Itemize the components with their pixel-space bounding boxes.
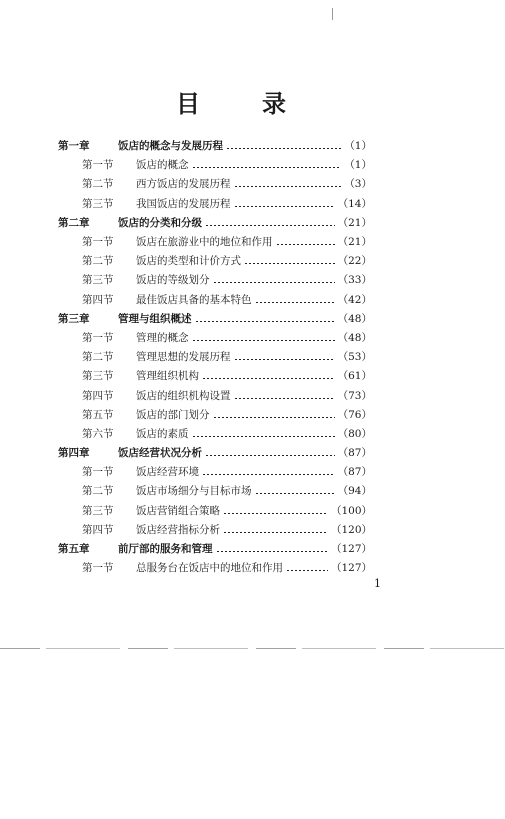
toc-section-row (58, 520, 372, 539)
chapter-title: 饭店的分类和分级 (118, 216, 202, 229)
dot-leader (244, 263, 335, 264)
page-reference: （87） (337, 466, 372, 479)
page-reference: （100） (330, 504, 372, 517)
page-reference: （127） (330, 543, 372, 556)
section-number: 第四节 (82, 293, 114, 306)
toc-section-row (58, 347, 372, 366)
page-reference: （48） (337, 331, 372, 344)
section-title: 最佳饭店具备的基本特色 (136, 293, 252, 306)
section-title: 总服务台在饭店中的地位和作用 (136, 562, 283, 575)
dot-leader (255, 302, 335, 303)
dot-leader (216, 551, 328, 552)
page-reference: （87） (337, 447, 372, 460)
toc-chapter-row (58, 213, 372, 232)
page-reference: （94） (337, 485, 372, 498)
toc-section-row (58, 194, 372, 213)
section-title: 管理的概念 (136, 331, 189, 344)
toc-section-row (58, 232, 372, 251)
page-reference: （1） (344, 140, 372, 153)
section-number: 第三节 (82, 197, 114, 210)
section-number: 第四节 (82, 523, 114, 536)
section-title: 饭店的素质 (136, 427, 189, 440)
scan-edge-line (0, 648, 505, 649)
section-title: 饭店经营环境 (136, 466, 199, 479)
dot-leader (255, 493, 335, 494)
section-number: 第二节 (82, 178, 114, 191)
title-char-1: 目 (176, 90, 200, 118)
section-title: 饭店的组织机构设置 (136, 389, 231, 402)
section-title: 管理组织机构 (136, 370, 199, 383)
page-reference: （48） (337, 312, 372, 325)
chapter-title: 前厅部的服务和管理 (118, 543, 213, 556)
toc-section-row (58, 501, 372, 520)
toc-section-row (58, 481, 372, 500)
dot-leader (213, 282, 335, 283)
chapter-title: 管理与组织概述 (118, 312, 192, 325)
page-reference: （127） (330, 562, 372, 575)
page-title (176, 84, 286, 119)
section-number: 第三节 (82, 274, 114, 287)
section-number: 第二节 (82, 255, 114, 268)
page-reference: （61） (337, 370, 372, 383)
section-title: 我国饭店的发展历程 (136, 197, 231, 210)
section-title: 饭店的类型和计价方式 (136, 255, 241, 268)
dot-leader (234, 398, 335, 399)
toc-section-row (58, 405, 372, 424)
page-reference: （120） (330, 523, 372, 536)
table-of-contents (58, 136, 372, 577)
chapter-number: 第一章 (58, 140, 90, 153)
toc-chapter-row (58, 539, 372, 558)
dot-leader (286, 570, 328, 571)
section-number: 第四节 (82, 389, 114, 402)
dot-leader (192, 340, 335, 341)
dot-leader (234, 359, 335, 360)
dot-leader (226, 148, 341, 149)
section-title: 西方饭店的发展历程 (136, 178, 231, 191)
section-title: 饭店的概念 (136, 159, 189, 172)
dot-leader (192, 167, 342, 168)
toc-section-row (58, 290, 372, 309)
section-number: 第三节 (82, 504, 114, 517)
chapter-title: 饭店经营状况分析 (118, 447, 202, 460)
dot-leader (205, 225, 335, 226)
section-title: 管理思想的发展历程 (136, 351, 231, 364)
dot-leader (202, 474, 335, 475)
section-number: 第一节 (82, 331, 114, 344)
page-reference: （76） (337, 408, 372, 421)
page-reference: （21） (337, 236, 372, 249)
toc-section-row (58, 424, 372, 443)
section-number: 第三节 (82, 370, 114, 383)
toc-section-row (58, 270, 372, 289)
dot-leader (276, 244, 335, 245)
dot-leader (223, 513, 328, 514)
page-reference: （14） (337, 197, 372, 210)
section-number: 第一节 (82, 159, 114, 172)
page-reference: （53） (337, 351, 372, 364)
section-number: 第二节 (82, 485, 114, 498)
section-title: 饭店营销组合策略 (136, 504, 220, 517)
toc-section-row (58, 251, 372, 270)
page-reference: （80） (337, 427, 372, 440)
section-number: 第一节 (82, 466, 114, 479)
chapter-title: 饭店的概念与发展历程 (118, 140, 223, 153)
section-title: 饭店在旅游业中的地位和作用 (136, 236, 273, 249)
dot-leader (205, 455, 335, 456)
section-title: 饭店经营指标分析 (136, 523, 220, 536)
page-reference: （42） (337, 293, 372, 306)
page-number: 1 (374, 577, 381, 590)
section-number: 第六节 (82, 427, 114, 440)
toc-section-row (58, 174, 372, 193)
section-title: 饭店的部门划分 (136, 408, 210, 421)
page-reference: （21） (337, 216, 372, 229)
section-number: 第二节 (82, 351, 114, 364)
page-reference: （73） (337, 389, 372, 402)
toc-chapter-row (58, 136, 372, 155)
scan-mark (332, 8, 333, 20)
toc-section-row (58, 558, 372, 577)
dot-leader (192, 436, 335, 437)
page-reference: （1） (344, 159, 372, 172)
chapter-number: 第三章 (58, 312, 90, 325)
dot-leader (195, 321, 335, 322)
toc-section-row (58, 328, 372, 347)
chapter-number: 第五章 (58, 543, 90, 556)
title-char-2: 录 (262, 90, 286, 118)
page-reference: （22） (337, 255, 372, 268)
dot-leader (234, 206, 335, 207)
page-reference: （33） (337, 274, 372, 287)
toc-chapter-row (58, 309, 372, 328)
toc-chapter-row (58, 443, 372, 462)
section-number: 第一节 (82, 562, 114, 575)
section-number: 第五节 (82, 408, 114, 421)
dot-leader (213, 417, 335, 418)
chapter-number: 第四章 (58, 447, 90, 460)
toc-section-row (58, 155, 372, 174)
section-title: 饭店的等级划分 (136, 274, 210, 287)
toc-section-row (58, 462, 372, 481)
page-reference: （3） (344, 178, 372, 191)
dot-leader (234, 186, 342, 187)
dot-leader (202, 378, 335, 379)
dot-leader (223, 532, 328, 533)
toc-section-row (58, 385, 372, 404)
section-number: 第一节 (82, 236, 114, 249)
toc-section-row (58, 366, 372, 385)
section-title: 饭店市场细分与目标市场 (136, 485, 252, 498)
chapter-number: 第二章 (58, 216, 90, 229)
